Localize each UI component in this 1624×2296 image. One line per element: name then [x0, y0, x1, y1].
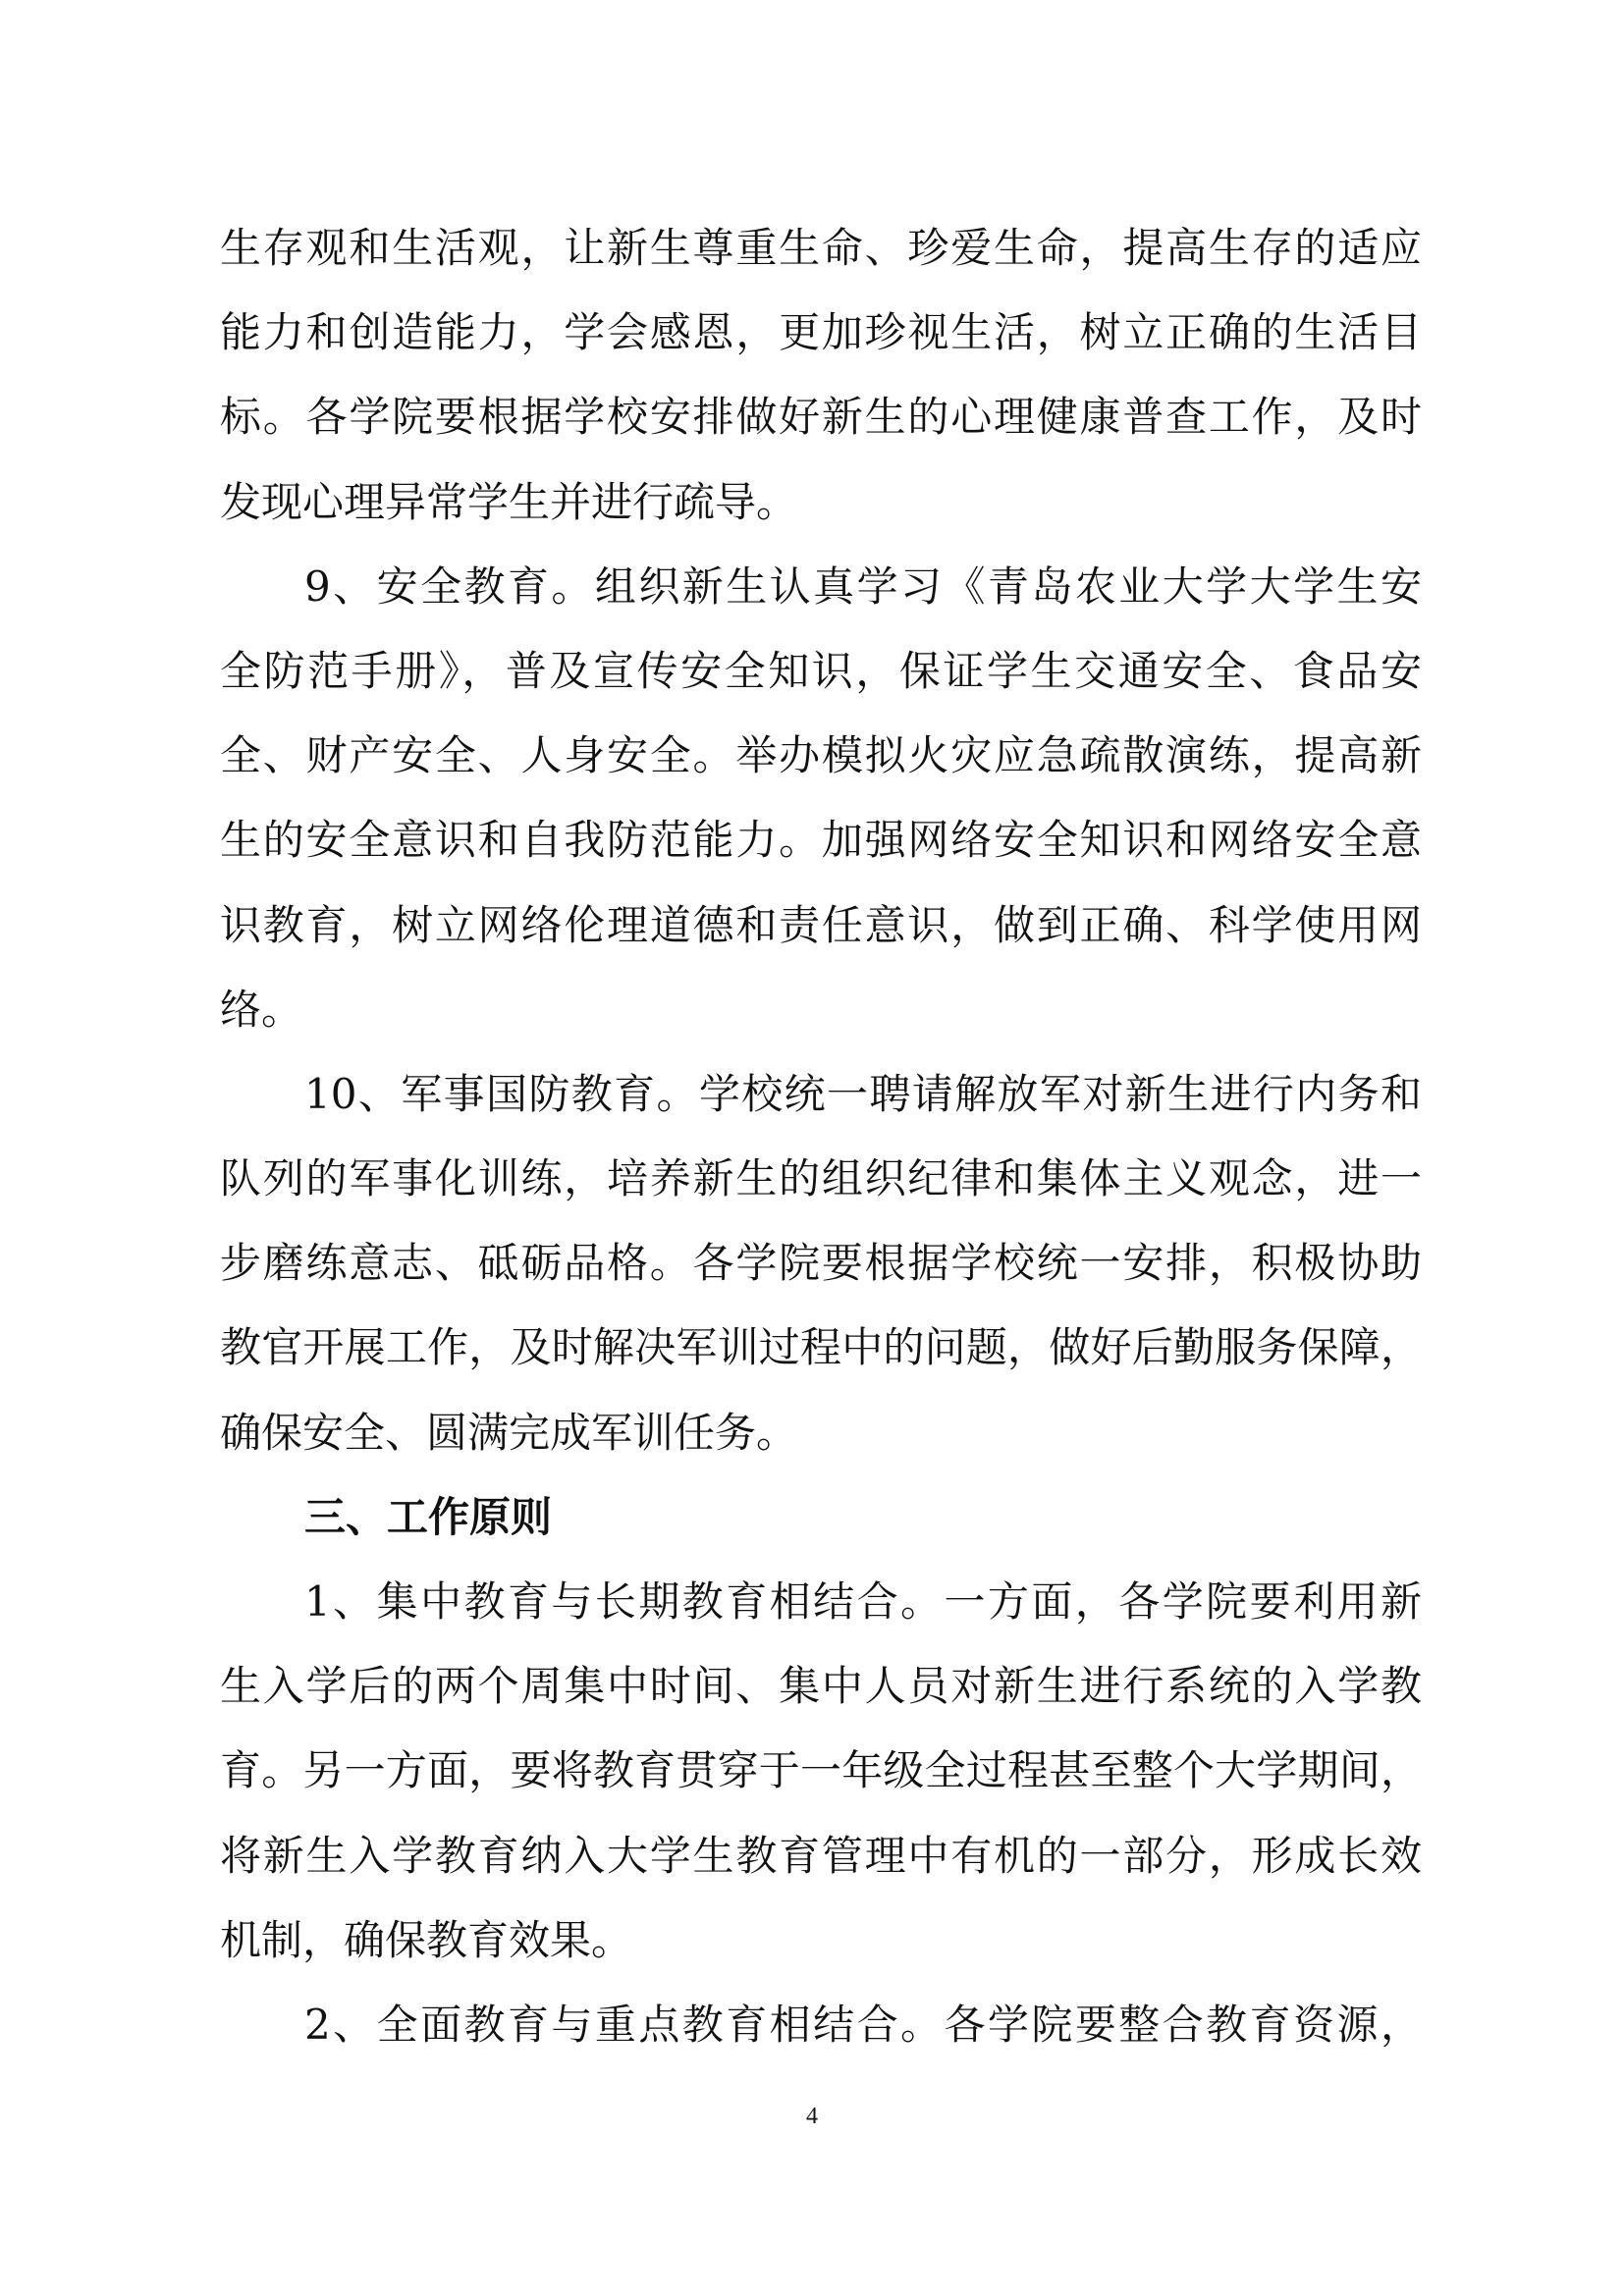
- section-heading: 三、工作原则: [304, 1492, 553, 1541]
- paragraph-line: 步磨练意志、砥砺品格。各学院要根据学校统一安排，积极协助: [220, 1239, 1422, 1288]
- paragraph-item-9-safety-education: [220, 545, 1422, 1052]
- paragraph-line: 1、集中教育与长期教育相结合。一方面，各学院要利用新: [304, 1577, 1422, 1626]
- paragraph-line: 全防范手册》，普及宣传安全知识，保证学生交通安全、食品安: [220, 646, 1422, 695]
- paragraph-line: 能力和创造能力，学会感恩，更加珍视生活，树立正确的生活目: [220, 308, 1422, 357]
- paragraph-item-10-military-education: [220, 1052, 1422, 1475]
- paragraph-line: 标。各学院要根据学校安排做好新生的心理健康普查工作，及时: [220, 393, 1422, 442]
- paragraph-principle-2: [220, 1983, 1422, 2067]
- paragraph-continuation: [220, 206, 1422, 545]
- paragraph-principle-1: [220, 1560, 1422, 1983]
- paragraph-line: 10、军事国防教育。学校统一聘请解放军对新生进行内务和: [304, 1069, 1422, 1118]
- paragraph-line: 发现心理异常学生并进行疏导。: [220, 477, 798, 526]
- document-body: [220, 206, 1422, 2067]
- paragraph-line: 9、安全教育。组织新生认真学习《青岛农业大学大学生安: [304, 561, 1422, 611]
- paragraph-line: 络。: [220, 985, 303, 1034]
- paragraph-line: 生入学后的两个周集中时间、集中人员对新生进行系统的入学教: [220, 1662, 1422, 1711]
- paragraph-line: 生存观和生活观，让新生尊重生命、珍爱生命，提高生存的适应: [220, 224, 1422, 272]
- paragraph-line: 育。另一方面，要将教育贯穿于一年级全过程甚至整个大学期间，: [220, 1746, 1422, 1795]
- paragraph-line: 机制，确保教育效果。: [220, 1915, 633, 1964]
- paragraph-line: 将新生入学教育纳入大学生教育管理中有机的一部分，形成长效: [220, 1831, 1422, 1880]
- paragraph-line: 队列的军事化训练，培养新生的组织纪律和集体主义观念，进一: [220, 1154, 1422, 1203]
- paragraph-line: 确保安全、圆满完成军训任务。: [220, 1408, 798, 1457]
- paragraph-line: 全、财产安全、人身安全。举办模拟火灾应急疏散演练，提高新: [220, 731, 1422, 780]
- paragraph-line: 教官开展工作，及时解决军训过程中的问题，做好后勤服务保障，: [220, 1323, 1422, 1372]
- page-number: 4: [806, 2104, 818, 2129]
- paragraph-line: 2、全面教育与重点教育相结合。各学院要整合教育资源，: [304, 2000, 1422, 2049]
- paragraph-line: 生的安全意识和自我防范能力。加强网络安全知识和网络安全意: [220, 816, 1422, 865]
- paragraph-line: 识教育，树立网络伦理道德和责任意识，做到正确、科学使用网: [220, 900, 1422, 949]
